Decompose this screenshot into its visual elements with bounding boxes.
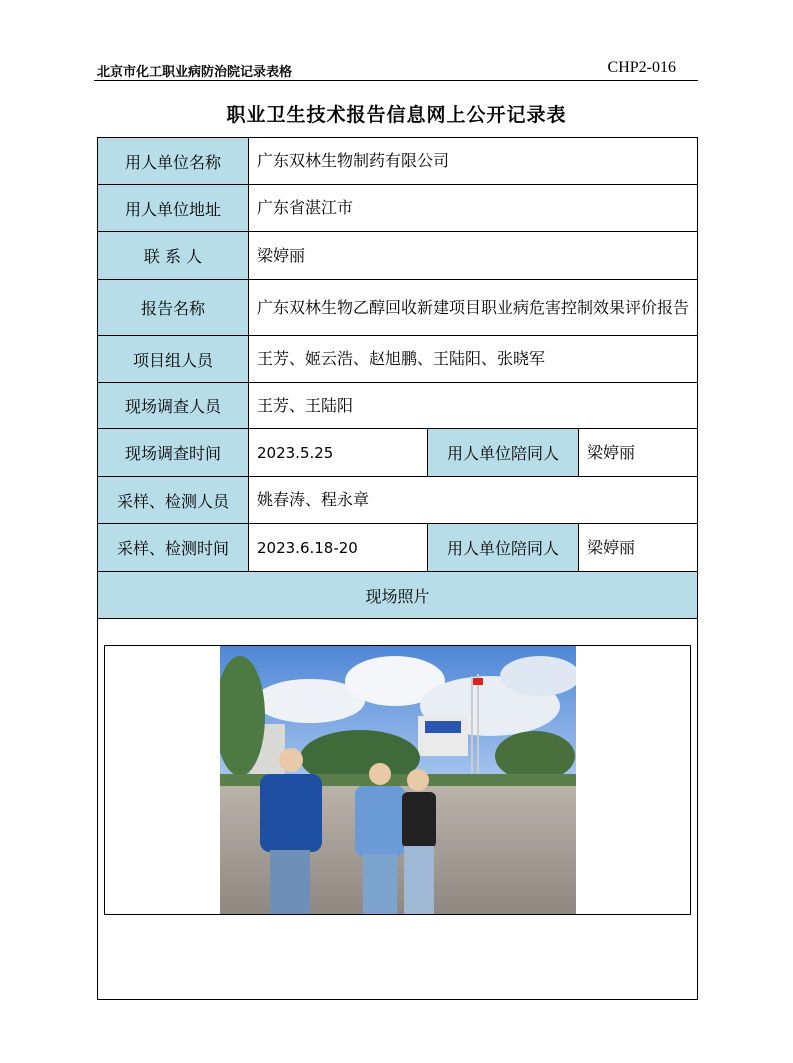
sampling-staff-label: 采样、检测人员 [98,477,249,524]
contact-value: 梁婷丽 [249,232,697,280]
survey-time-value: 2023.5.25 [249,429,428,477]
record-table [97,137,698,1000]
survey-staff-label: 现场调查人员 [98,383,249,429]
document-title: 职业卫生技术报告信息网上公开记录表 [226,104,567,126]
photo-frame [104,645,691,915]
form-code: CHP2-016 [607,59,676,76]
sampling-time-value: 2023.6.18-20 [249,524,428,572]
survey-time-label: 现场调查时间 [98,429,249,477]
employer-address-value: 广东省湛江市 [249,185,697,232]
survey-companion-value: 梁婷丽 [579,429,697,477]
sampling-companion-value: 梁婷丽 [579,524,697,572]
employer-address-label: 用人单位地址 [98,185,249,232]
site-photo [220,646,576,914]
team-members-value: 王芳、姬云浩、赵旭鹏、王陆阳、张晓军 [249,336,697,383]
contact-label: 联 系 人 [98,232,249,280]
photo-section-header: 现场照片 [98,572,697,619]
employer-name-label: 用人单位名称 [98,138,249,185]
report-name-value: 广东双林生物乙醇回收新建项目职业病危害控制效果评价报告 [249,280,697,336]
header-divider [94,80,698,81]
form-series-title: 北京市化工职业病防治院记录表格 [97,65,293,80]
team-members-label: 项目组人员 [98,336,249,383]
survey-companion-label: 用人单位陪同人 [428,429,579,477]
survey-staff-value: 王芳、王陆阳 [249,383,697,429]
sampling-time-label: 采样、检测时间 [98,524,249,572]
sampling-companion-label: 用人单位陪同人 [428,524,579,572]
employer-name-value: 广东双林生物制药有限公司 [249,138,697,185]
report-name-label: 报告名称 [98,280,249,336]
sampling-staff-value: 姚春涛、程永章 [249,477,697,524]
